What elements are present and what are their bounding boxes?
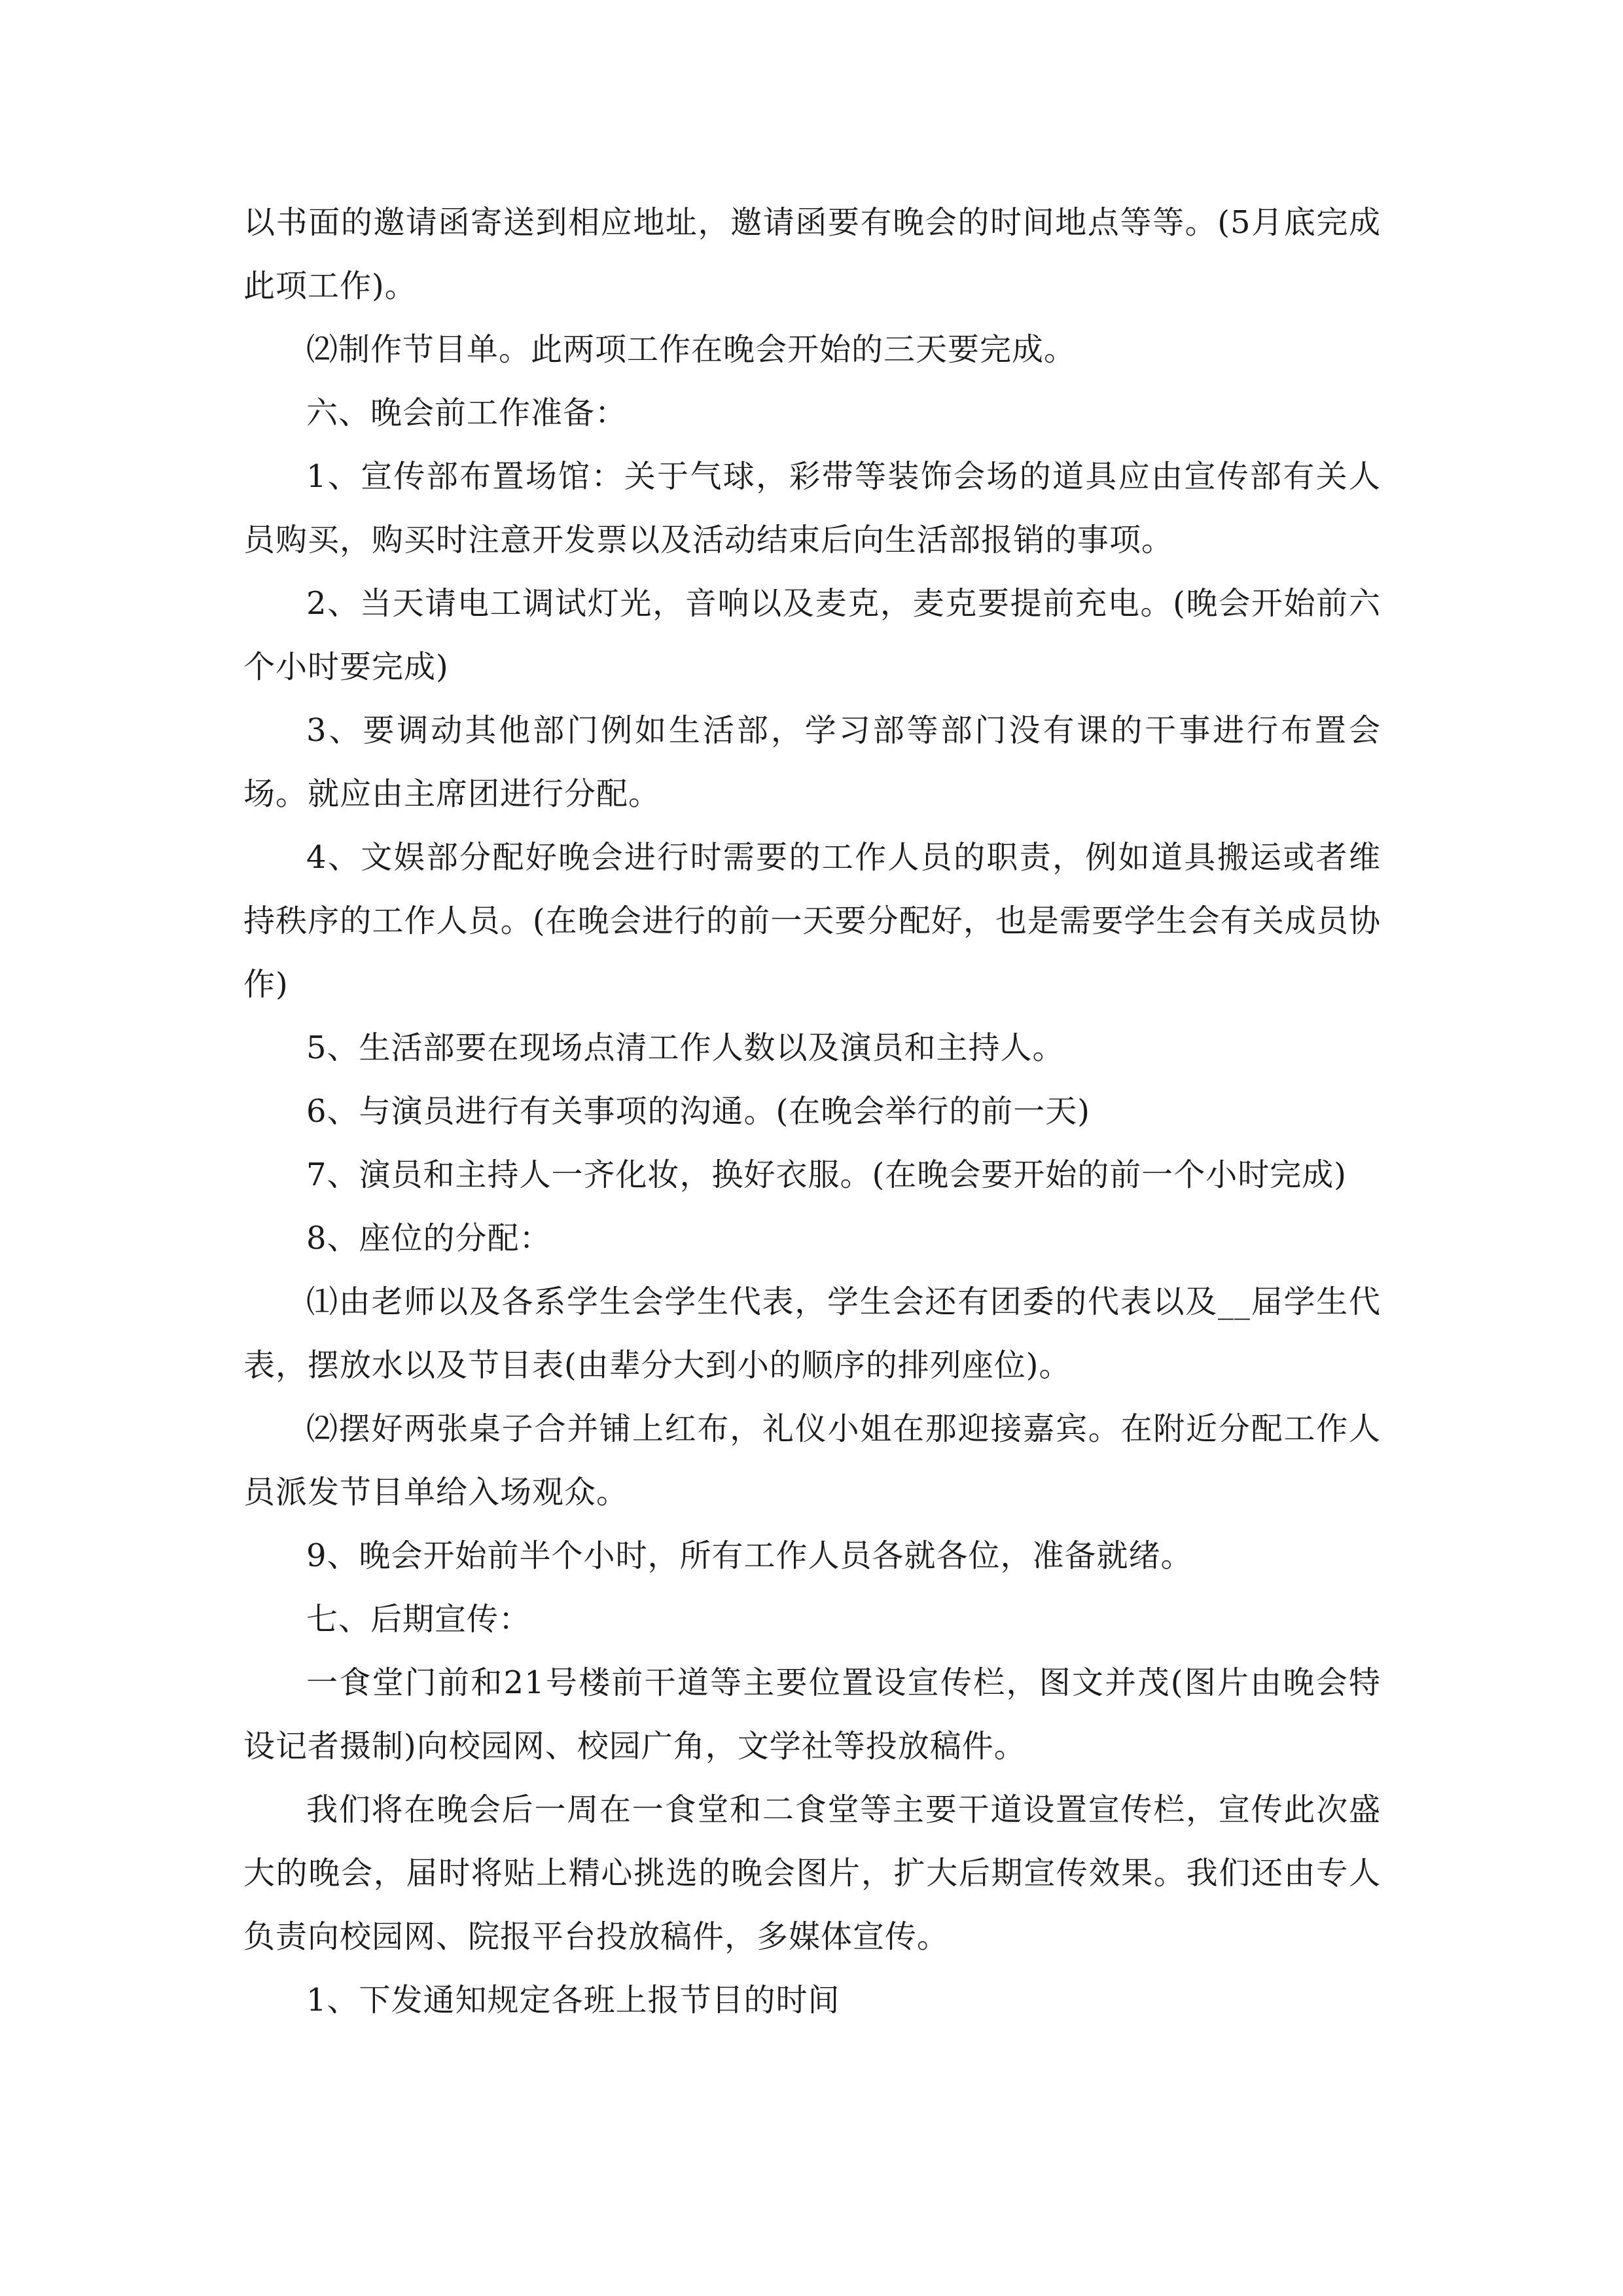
section-heading-7: 七、后期宣传： bbox=[306, 1601, 531, 1638]
paragraph-17: 我们将在晚会后一周在一食堂和二食堂等主要干道设置宣传栏，宣传此次盛大的晚会，届时将贴上精心挑选的晚会图片，扩大后期宣传效果。我们还由专人负责向校园网、院报平台投放稿件，多媒体宣传。 bbox=[243, 1791, 1381, 1955]
paragraph-7: 4、文娱部分配好晚会进行时需要的工作人员的职责，例如道具搬运或者维持秩序的工作人员。(在晚会进行的前一天要分配好，也是需要学生会有关成员协作) bbox=[243, 839, 1381, 1003]
paragraph-8: 5、生活部要在现场点清工作人数以及演员和主持人。 bbox=[306, 1030, 1065, 1066]
paragraph-5: 2、当天请电工调试灯光，音响以及麦克，麦克要提前充电。(晚会开始前六个小时要完成) bbox=[243, 585, 1381, 685]
section-heading-6: 六、晚会前工作准备： bbox=[306, 395, 628, 431]
paragraph-16: 一食堂门前和21号楼前干道等主要位置设宣传栏，图文并茂(图片由晚会特设记者摄制)向校园网、校园广角，文学社等投放稿件。 bbox=[243, 1664, 1381, 1765]
paragraph-11: 8、座位的分配： bbox=[306, 1220, 552, 1257]
paragraph-14: 9、晚会开始前半个小时，所有工作人员各就各位，准备就绪。 bbox=[306, 1537, 1193, 1574]
paragraph-13: ⑵摆好两张桌子合并铺上红布，礼仪小姐在那迎接嘉宾。在附近分配工作人员派发节目单给入场观众。 bbox=[243, 1410, 1381, 1511]
paragraph-2: ⑵制作节目单。此两项工作在晚会开始的三天要完成。 bbox=[306, 331, 1077, 368]
paragraph-10: 7、演员和主持人一齐化妆，换好衣服。(在晚会要开始的前一个小时完成) bbox=[306, 1157, 1347, 1193]
paragraph-9: 6、与演员进行有关事项的沟通。(在晚会举行的前一天) bbox=[306, 1093, 1090, 1130]
paragraph-18: 1、下发通知规定各班上报节目的时间 bbox=[306, 1982, 840, 2018]
document-body bbox=[243, 191, 1381, 2032]
paragraph-12: ⑴由老师以及各系学生会学生代表，学生会还有团委的代表以及__届学生代表，摆放水以及节目表(由辈分大到小的顺序的排列座位)。 bbox=[243, 1283, 1381, 1384]
paragraph-4: 1、宣传部布置场馆：关于气球，彩带等装饰会场的道具应由宣传部有关人员购买，购买时注意开发票以及活动结束后向生活部报销的事项。 bbox=[243, 458, 1381, 558]
paragraph-1: 以书面的邀请函寄送到相应地址，邀请函要有晚会的时间地点等等。(5月底完成此项工作)。 bbox=[243, 204, 1381, 304]
paragraph-6: 3、要调动其他部门例如生活部，学习部等部门没有课的干事进行布置会场。就应由主席团进行分配。 bbox=[243, 712, 1381, 812]
